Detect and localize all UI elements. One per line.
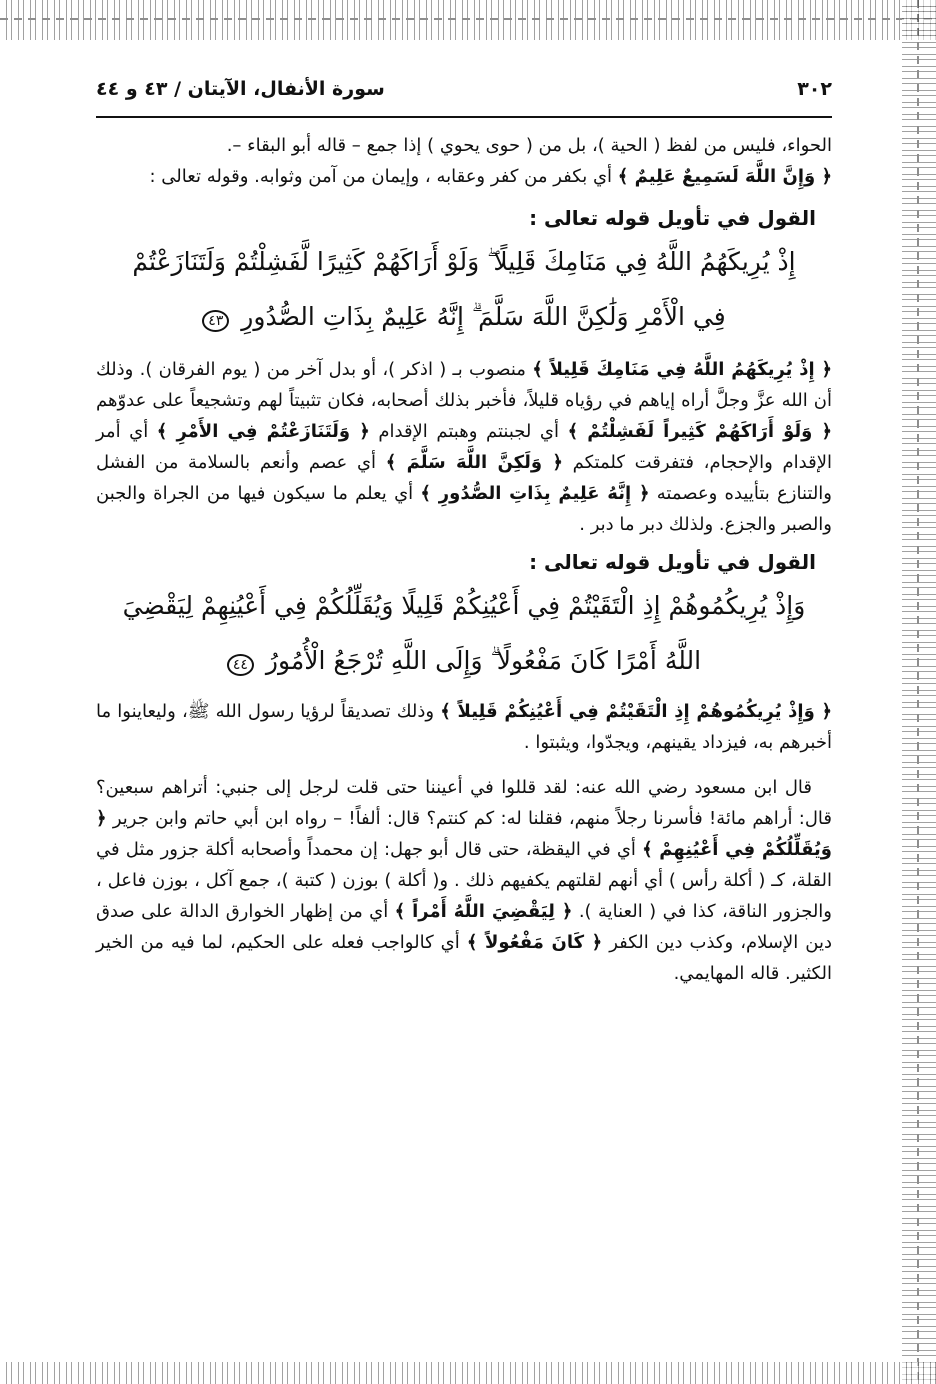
verse-43 — [96, 234, 832, 344]
paragraph-1 — [96, 130, 832, 192]
quran-quote: ﴿ إِنَّهُ عَلِيمٌ بِذَاتِ الصُّدُورِ ﴾ — [420, 483, 650, 504]
text: أي من إظهار الخوارق الدالة على صدق دين الإسلام، وكذب دين الكفر — [96, 901, 833, 953]
section-heading-1: القول في تأويل قوله تعالى : — [529, 206, 816, 230]
decorative-border-bottom — [0, 1362, 936, 1384]
text: أي عصم وأنعم بالسلامة من الفشل والتنازع بتأييده وعصمته — [96, 452, 832, 504]
text: أي يعلم ما سيكون فيها من الجراة والجبن والصبر والجزع. ولذلك دبر ما دبر . — [96, 483, 832, 535]
page-content — [96, 72, 832, 1352]
text: الحواء، فليس من لفظ ( الحية )، بل من ( حوى يحوي ) إذا جمع – قاله أبو البقاء –. — [226, 135, 832, 156]
quran-quote: ﴿ لِيَقْضِيَ اللَّهُ أَمْراً ﴾ — [394, 901, 573, 922]
decorative-border-right — [902, 0, 936, 1384]
verse-line-1: إِذْ يُرِيكَهُمُ اللَّهُ فِي مَنَامِكَ قَلِيلًا ۖ وَلَوْ أَرَاكَهُمْ كَثِيرًا لَّفَشِلْتُمْ وَلَتَنَازَعْتُمْ — [132, 247, 796, 276]
text: أي أمر الإقدام والإحجام، فتفرقت كلمتكم — [96, 421, 832, 473]
verse-44 — [96, 578, 832, 688]
verse-number-marker: ٤٣ — [202, 310, 229, 332]
quran-quote: ﴿ وَلَكِنَّ اللَّهَ سَلَّمَ ﴾ — [385, 452, 563, 473]
text: وذلك تصديقاً لرؤيا رسول الله ﷺ، وليعاينوا ما أخبرهم به، فيزداد يقينهم، ويجدّوا، ويثبتوا . — [96, 701, 832, 753]
running-header — [96, 72, 832, 118]
text: أي لجبنتم وهبتم الإقدام — [369, 421, 568, 442]
running-title: سورة الأنفال، الآيتان / ٤٣ و ٤٤ — [96, 78, 385, 100]
quran-quote: ﴿ كَانَ مَفْعُولاً ﴾ — [466, 932, 603, 953]
text: قال ابن مسعود رضي الله عنه: لقد قللوا في أعيننا حتى قلت لرجل إلى جنبي: أتراهم سبعين؟ قال: أراهم مائة! فأسرنا رجلاً منهم، فقلنا له: كم كنتم؟ قال: ألفاً! – رواه ابن أبي حاتم وابن جرير — [96, 777, 832, 829]
paragraph-3 — [96, 696, 832, 758]
decorative-border-top — [0, 0, 936, 40]
text: أي بكفر من كفر وعقابه ، وإيمان من آمن وثوابه. وقوله تعالى : — [149, 166, 618, 187]
verse-line-1: وَإِذْ يُرِيكُمُوهُمْ إِذِ الْتَقَيْتُمْ فِي أَعْيُنِكُمْ قَلِيلًا وَيُقَلِّلُكُمْ فِي أَعْيُنِهِمْ لِيَقْضِيَ — [122, 591, 806, 620]
text: أي كالواجب فعله على الحكيم، لما فيه من الخير الكثير. قاله المهايمي. — [96, 932, 832, 984]
quran-quote: ﴿ وَيُقَلِّلُكُمْ فِي أَعْيُنِهِمْ ﴾ — [96, 808, 832, 860]
quran-quote: ﴿ وَلَتَنَازَعْتُمْ فِي الأَمْرِ ﴾ — [156, 421, 370, 442]
verse-text: اللَّهُ أَمْرًا كَانَ مَفْعُولًا ۗ وَإِلَى اللَّهِ تُرْجَعُ الْأُمُورُ — [265, 646, 702, 675]
paragraph-4 — [96, 772, 832, 989]
page-number: ٣٠٢ — [797, 78, 832, 100]
quran-quote: ﴿ وَإِذْ يُرِيكُمُوهُمْ إِذِ الْتَقَيْتُمْ فِي أَعْيُنِكُمْ قَلِيلاً ﴾ — [440, 701, 832, 722]
verse-text: فِي الْأَمْرِ وَلَٰكِنَّ اللَّهَ سَلَّمَ ۗ إِنَّهُ عَلِيمٌ بِذَاتِ الصُّدُورِ — [241, 302, 726, 331]
verse-line-2 — [110, 289, 818, 344]
quran-quote: ﴿ إِذْ يُرِيكَهُمُ اللَّهُ فِي مَنَامِكَ قَلِيلاً ﴾ — [532, 359, 833, 380]
text: منصوب بـ ( اذكر )، أو بدل آخر من ( يوم الفرقان ). وذلك أن الله عزَّ وجلَّ أراه إياهم في رؤياه قليلاً، فأخبر بذلك أصحابه، فكان تثبيتاً لهم وتشجيعاً على عدوّهم — [96, 359, 832, 411]
text: أي في اليقظة، حتى قال أبو جهل: إن محمداً وأصحابه أكلة جزور مثل في القلة، كـ ( أكلة رأس ) أي أنهم لقلتهم يكفيهم ذلك . و( أكلة ) بوزن ( كتبة )، جمع آكل ، بوزن فاعل ، والجزور الناقة، كذا في ( العناية ). — [96, 839, 832, 922]
quran-quote: ﴿ وَلَوْ أَرَاكَهُمْ كَثِيراً لَفَشِلْتُمْ ﴾ — [567, 421, 832, 442]
section-heading-2: القول في تأويل قوله تعالى : — [529, 550, 816, 574]
paragraph-2 — [96, 354, 832, 540]
quran-quote: ﴿ وَإِنَّ اللَّهَ لَسَمِيعٌ عَلِيمٌ ﴾ — [617, 166, 832, 187]
verse-number-marker: ٤٤ — [227, 654, 254, 676]
verse-line-2 — [110, 633, 818, 688]
